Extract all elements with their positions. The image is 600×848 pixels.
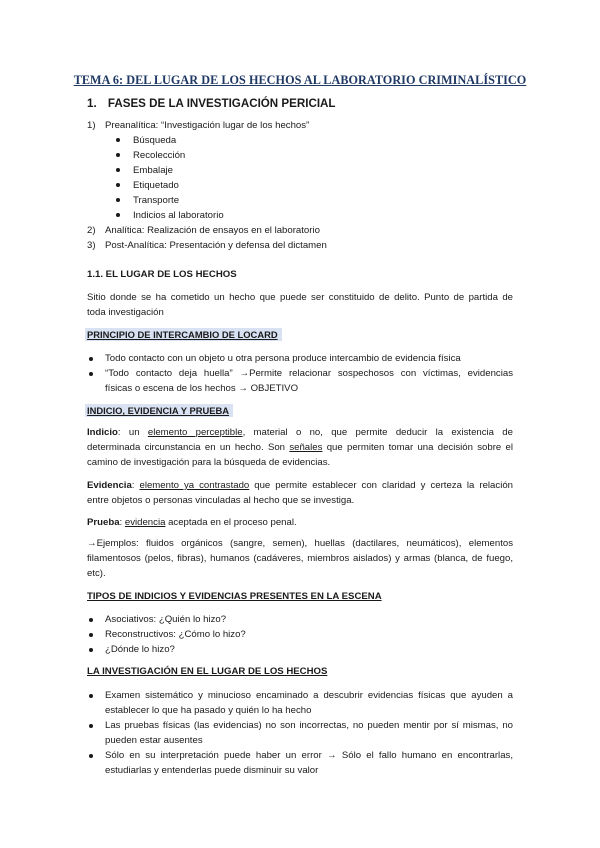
investigacion-heading: LA INVESTIGACIÓN EN EL LUGAR DE LOS HECHOS [87,666,328,677]
bullet-icon [116,153,120,157]
locard-bullet-cont: físicas o escena de los hechos → OBJETIVO [105,383,299,394]
bullet-icon [89,372,93,376]
definition-line: Sitio donde se ha cometido un hecho que puede ser constituido de delito. Punto de partida de [87,292,513,303]
tipos-item: ¿Dónde lo hizo? [105,644,175,655]
bullet-icon [116,168,120,172]
term-label: Evidencia [87,480,132,491]
investigacion-bullet-cont: estudiarlas y entenderlas puede disminuir su valor [105,765,319,776]
subphase-item: Embalaje [133,165,173,176]
underlined-term: elemento perceptible [147,427,243,438]
text-run: que permiten tomar una decisión sobre el [322,442,514,453]
locard-bullet: “Todo contacto deja huella” →Permite relacionar sospechosos con víctimas, evidencias [105,368,513,379]
subphase-item: Transporte [133,195,180,206]
text-run: aceptada en el proceso penal. [165,517,297,528]
text-run: , material o no, que permite deducir la existencia de [242,427,513,438]
term-label: Indicio [87,427,118,438]
prueba-definition [87,515,297,530]
ejemplos-line: filamentosos (pelos, fibras), humanos (cadáveres, miembros aislados) y armas (blanca, de fuego, [87,553,513,564]
tipos-item: Reconstructivos: ¿Cómo lo hizo? [105,629,246,640]
subphase-item: Indicios al laboratorio [133,210,224,221]
evidencia-definition [87,478,513,493]
bullet-icon [116,198,120,202]
phase-1-number: 1) [87,120,96,131]
underlined-term: evidencia [124,517,166,528]
text-run: : un [117,427,148,438]
text-run: : [119,517,125,528]
subphase-item: Etiquetado [133,180,179,191]
investigacion-bullet-cont: pueden estar ausentes [105,735,203,746]
phase-3-number: 3) [87,240,96,251]
term-label: Prueba [87,517,120,528]
text-run: determinada circunstancia en un hecho. Son [87,442,290,453]
bullet-icon [89,618,93,622]
section-number: 1. [87,97,97,110]
locard-bullet: Todo contacto con un objeto u otra persona produce intercambio de evidencia física [105,353,461,364]
bullet-icon [89,754,93,758]
text-run: : [131,480,140,491]
phase-1-text: Preanalítica: “Investigación lugar de los hechos” [105,120,310,131]
bullet-icon [89,633,93,637]
locard-heading-text: PRINCIPIO DE INTERCAMBIO DE LOCARD [85,328,282,341]
bullet-icon [89,724,93,728]
subsection-heading-lugar: 1.1. EL LUGAR DE LOS HECHOS [87,269,237,280]
locard-heading [87,327,282,343]
underlined-term: elemento ya contrastado [139,480,250,491]
evidencia-definition: entre objetos o personas vinculadas al hecho que se investiga. [87,495,355,506]
investigacion-bullet-cont: establecer lo que ha pasado y quién lo ha hecho [105,705,312,716]
tipos-item: Asociativos: ¿Quién lo hizo? [105,614,227,625]
bullet-icon [89,357,93,361]
indicio-heading-text: INDICIO, EVIDENCIA Y PRUEBA [85,404,233,417]
phase-3-text: Post-Analítica: Presentación y defensa del dictamen [105,240,327,251]
investigacion-bullet: Sólo en su interpretación puede haber un error → Sólo el fallo humano en encontrarlas, [105,750,513,761]
phase-2-number: 2) [87,225,96,236]
text-run: que permite establecer con claridad y certeza la relación [249,480,513,491]
underlined-term: señales [289,442,323,453]
bullet-icon [89,694,93,698]
subphase-item: Búsqueda [133,135,177,146]
indicio-definition [87,425,513,440]
phase-2-text: Analítica: Realización de ensayos en el laboratorio [105,225,320,236]
investigacion-bullet: Examen sistemático y minucioso encaminado a descubrir evidencias físicas que ayuden a [105,690,513,701]
bullet-icon [116,183,120,187]
subphase-item: Recolección [133,150,186,161]
indicio-definition [87,440,513,455]
bullet-icon [89,648,93,652]
document-title: TEMA 6: DEL LUGAR DE LOS HECHOS AL LABORATORIO CRIMINALÍSTICO [73,73,527,87]
tipos-heading: TIPOS DE INDICIOS Y EVIDENCIAS PRESENTES EN LA ESCENA [87,591,382,602]
investigacion-bullet: Las pruebas físicas (las evidencias) no son incorrectas, no pueden mentir por sí mismas, no [105,720,513,731]
bullet-icon [116,213,120,217]
indicio-heading [87,403,233,419]
bullet-icon [116,138,120,142]
section-heading-fases [87,97,336,110]
definition-line: toda investigación [87,307,164,318]
section-title: FASES DE LA INVESTIGACIÓN PERICIAL [107,97,336,110]
ejemplos-line: →Ejemplos: fluidos orgánicos (sangre, semen), huellas (dactilares, neumáticos), elementos [87,538,513,549]
indicio-definition: camino de investigación para la búsqueda de evidencias. [87,457,331,468]
ejemplos-line: etc). [87,568,106,579]
